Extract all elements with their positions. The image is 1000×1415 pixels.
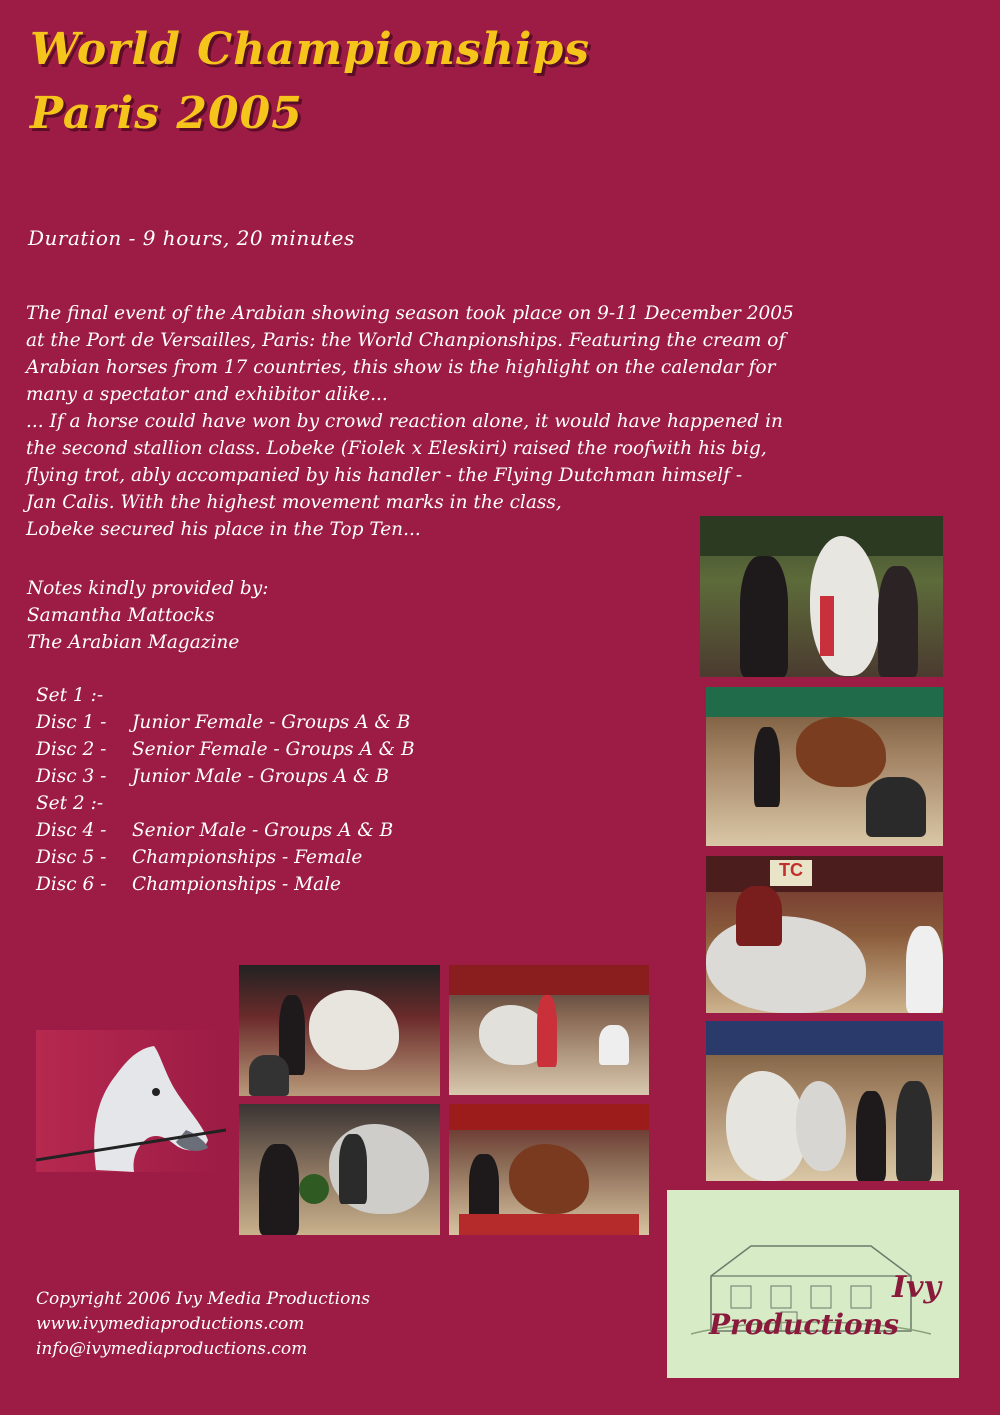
photo-horse-presentation	[449, 965, 649, 1095]
photo-two-grey-horses	[706, 1021, 943, 1181]
website-link[interactable]: www.ivymediaproductions.com	[36, 1314, 305, 1334]
disc-title: Senior Female - Groups A & B	[132, 739, 415, 760]
disc-number: Disc 5 -	[36, 847, 107, 868]
disc-row	[36, 871, 415, 898]
photo-horse-trot	[706, 687, 943, 846]
disc-number: Disc 4 -	[36, 820, 107, 841]
description-line: Arabian horses from 17 countries, this show is the highlight on the calendar for	[26, 357, 776, 378]
disc-number: Disc 6 -	[36, 874, 107, 895]
notes-author: Samantha Mattocks	[27, 605, 215, 626]
description	[26, 300, 966, 543]
disc-title: Championships - Male	[132, 874, 341, 895]
disc-number: Disc 2 -	[36, 739, 107, 760]
email-link[interactable]: info@ivymediaproductions.com	[36, 1339, 308, 1359]
disc-row	[36, 844, 415, 871]
title-line-2: Paris 2005	[30, 88, 303, 139]
set-2-label: Set 2 :-	[36, 793, 104, 814]
photo-grey-horse-pair	[239, 1104, 440, 1235]
description-line: at the Port de Versailles, Paris: the World Chanpionships. Featuring the cream of	[26, 330, 786, 351]
disc-row	[36, 709, 415, 736]
photo-grey-horse-handler	[706, 856, 943, 1013]
notes-credit	[27, 575, 268, 656]
disc-row	[36, 763, 415, 790]
description-line: flying trot, ably accompanied by his handler - the Flying Dutchman himself -	[26, 465, 743, 486]
tc-banner: TC	[770, 860, 812, 886]
description-line: the second stallion class. Lobeke (Fiolek x Eleskiri) raised the roofwith his big,	[26, 438, 767, 459]
page-title	[30, 18, 590, 146]
duration-text: Duration - 9 hours, 20 minutes	[28, 226, 355, 250]
disc-title: Senior Male - Groups A & B	[132, 820, 394, 841]
horse-head-icon	[36, 1030, 226, 1172]
disc-number: Disc 1 -	[36, 712, 107, 733]
disc-row	[36, 817, 415, 844]
logo-name: Ivy	[892, 1270, 941, 1305]
ivy-productions-logo	[667, 1190, 959, 1378]
photo-winner-presentation	[700, 516, 943, 677]
description-line: The final event of the Arabian showing season took place on 9-11 December 2005	[26, 303, 794, 324]
title-line-1: World Championships	[30, 24, 591, 75]
logo-subtitle: Productions	[709, 1308, 899, 1341]
photo-chestnut-horse	[449, 1104, 649, 1235]
notes-heading: Notes kindly provided by:	[27, 578, 269, 599]
disc-row	[36, 736, 415, 763]
description-line: Jan Calis. With the highest movement marks in the class,	[26, 492, 562, 513]
disc-list	[36, 682, 415, 898]
photo-white-horse-arena	[239, 965, 440, 1096]
copyright-text: Copyright 2006 Ivy Media Productions	[36, 1289, 371, 1309]
disc-title: Junior Female - Groups A & B	[132, 712, 411, 733]
description-line: Lobeke secured his place in the Top Ten...	[26, 519, 421, 540]
horse-head-image	[36, 1030, 226, 1172]
description-line: many a spectator and exhibitor alike...	[26, 384, 388, 405]
disc-title: Junior Male - Groups A & B	[132, 766, 389, 787]
copyright-block	[36, 1287, 370, 1362]
disc-number: Disc 3 -	[36, 766, 107, 787]
disc-title: Championships - Female	[132, 847, 363, 868]
notes-publication: The Arabian Magazine	[27, 632, 240, 653]
description-line: ... If a horse could have won by crowd reaction alone, it would have happened in	[26, 411, 783, 432]
set-1-label: Set 1 :-	[36, 685, 104, 706]
